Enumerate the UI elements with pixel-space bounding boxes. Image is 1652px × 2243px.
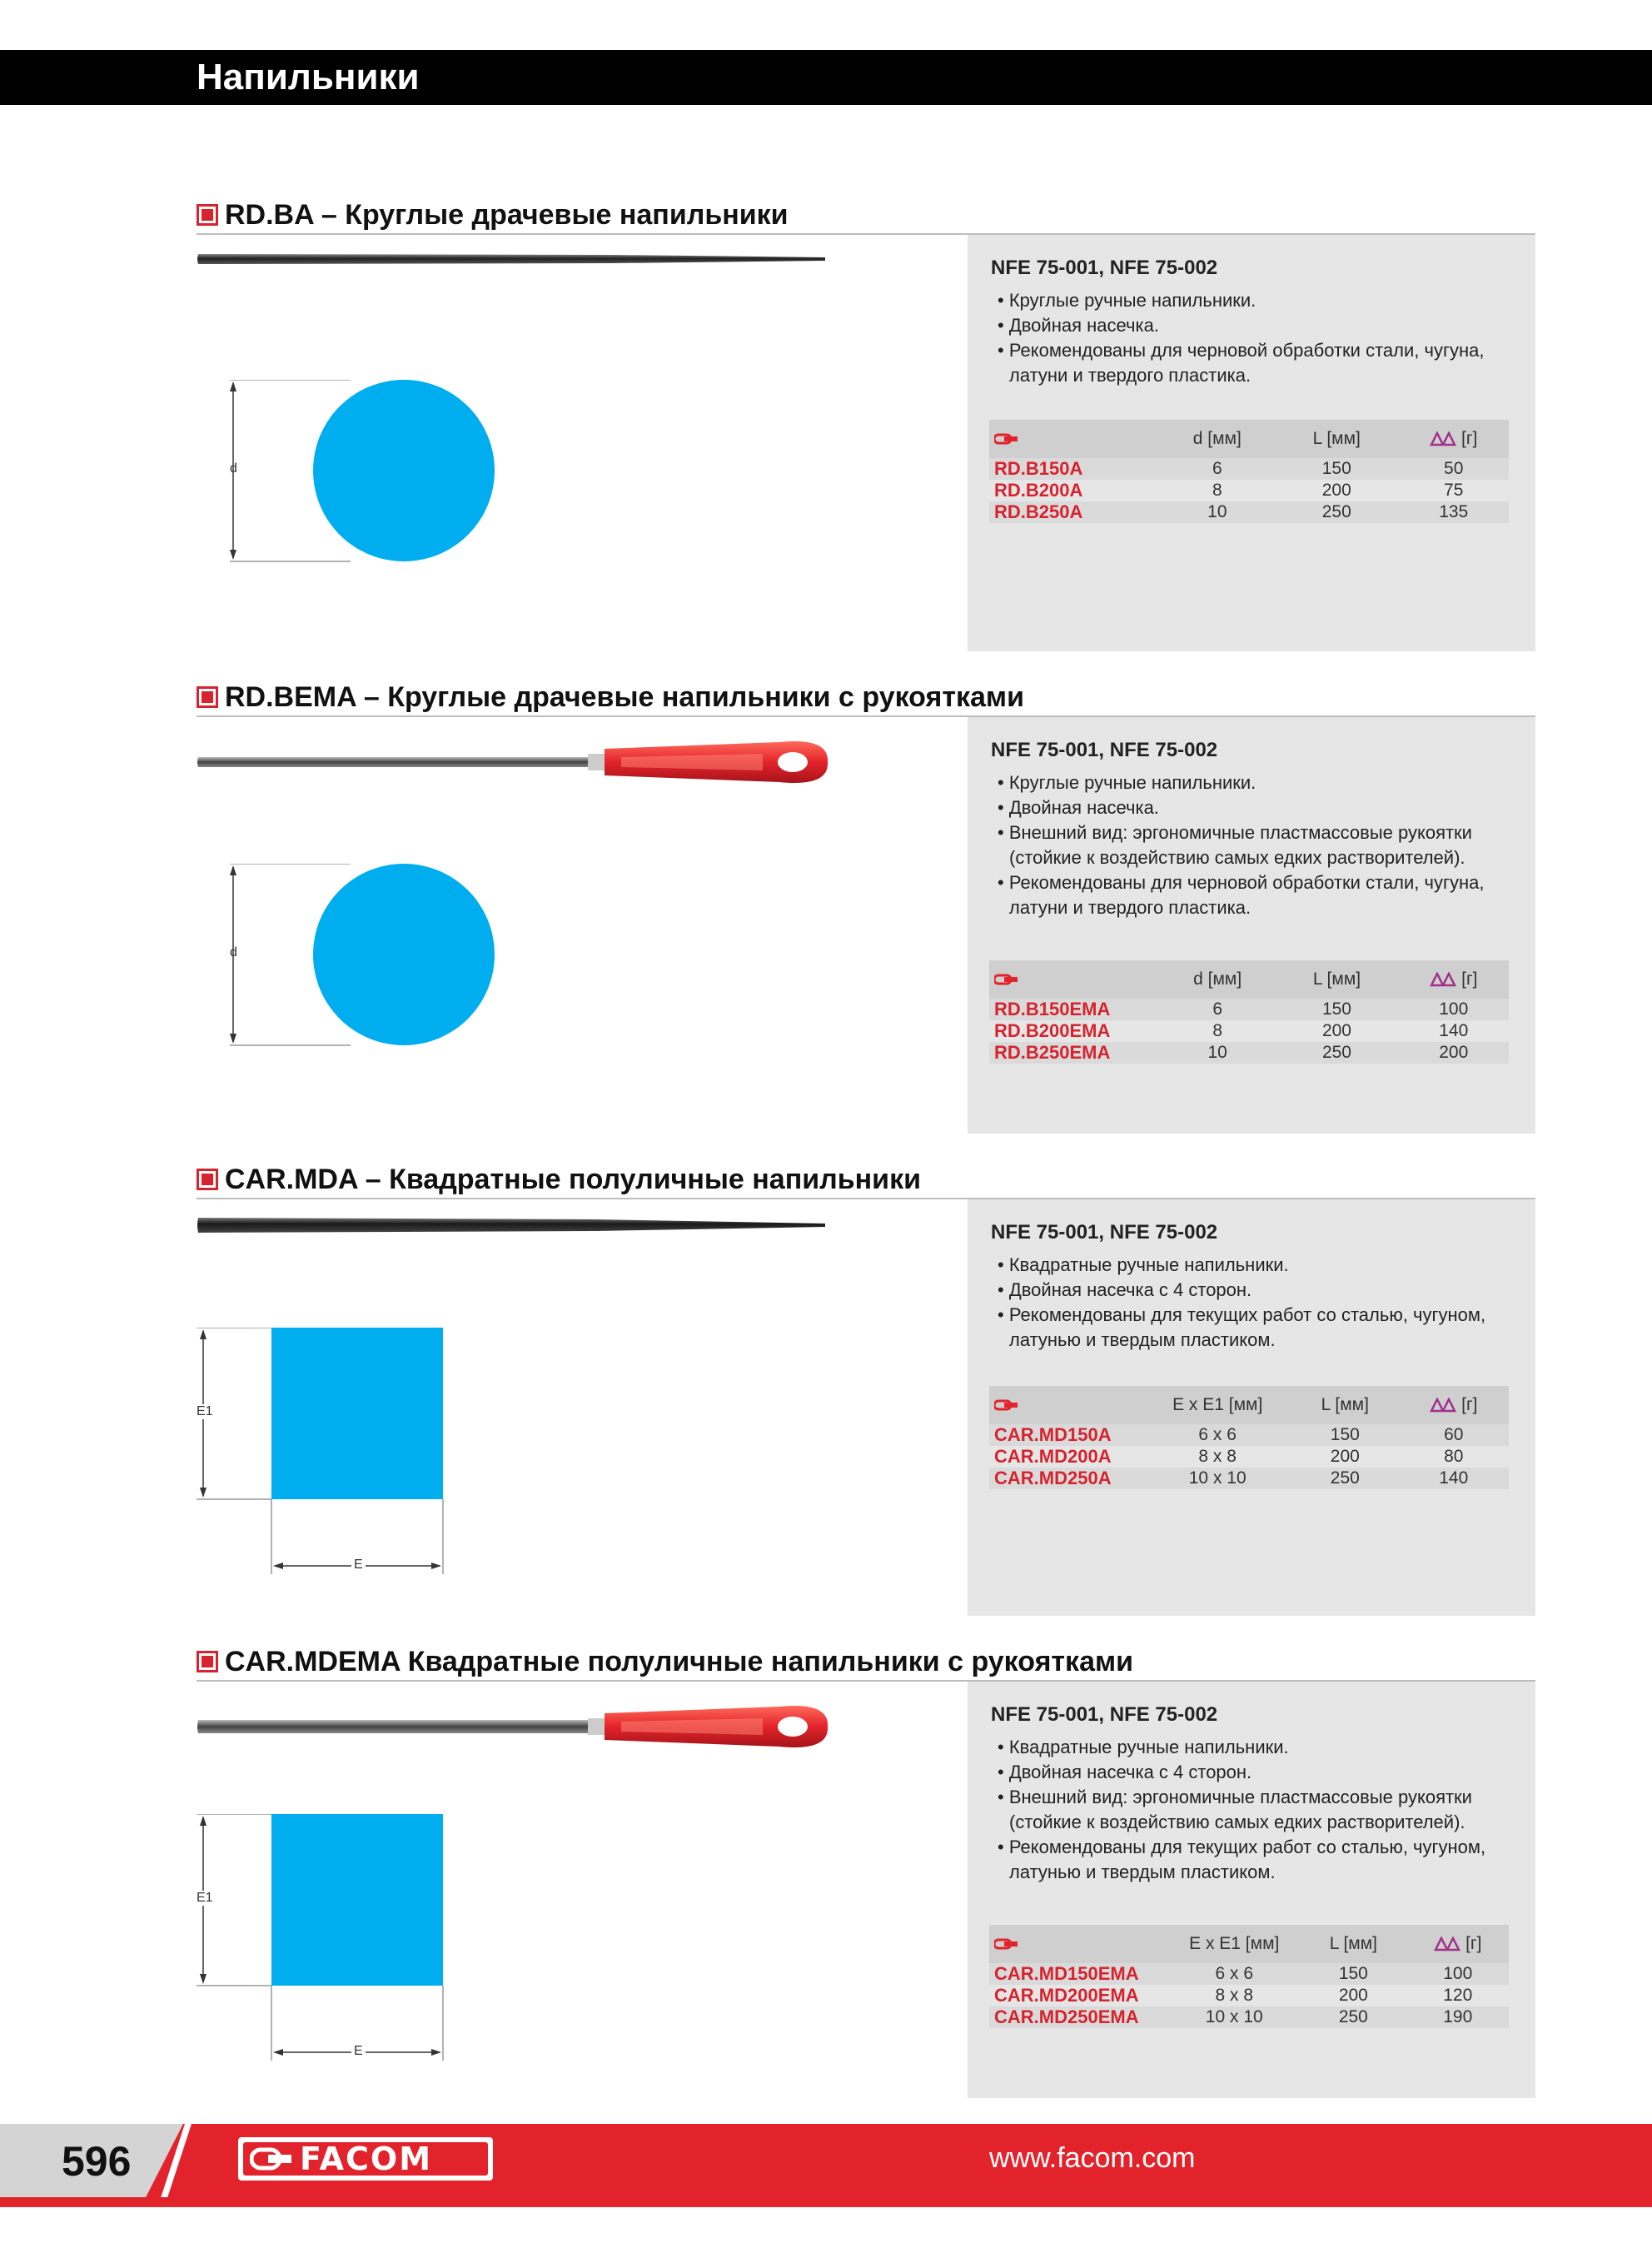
spec-panel [968,1199,1535,1616]
section-marker-icon [197,1169,218,1190]
ref-cell: CAR.MD250A [989,1468,1143,1489]
weight-cell: 60 [1399,1424,1509,1446]
page-header [0,50,1652,105]
dimension-label-e1: E1 [197,1404,213,1418]
ref-cell: CAR.MD250EMA [989,2006,1168,2028]
facom-logo [238,2137,493,2181]
col-weight: [г] [1398,420,1509,458]
feature-list [991,288,1524,388]
ref-arrow-icon [994,1938,1019,1950]
square-profile-diagram [197,1328,513,1578]
dim-cell: 10 x 10 [1143,1468,1291,1489]
table-header [989,960,1509,999]
dim-cell: 8 [1212,1021,1223,1040]
col-weight: [г] [1407,1925,1509,1963]
feature-item: • Квадратные ручные напильники. [991,1735,1524,1760]
ref-cell: RD.B200A [994,480,1083,501]
ref-cell: CAR.MD200A [994,1446,1112,1467]
table-row [989,458,1509,480]
weight-cell: 200 [1399,1042,1509,1064]
square-file-with-handle-image [197,1693,829,1760]
section-title-text: CAR.MDEMA Квадратные полуличные напильники с рукоятками [225,1645,1134,1677]
brand-name: FACOM [300,2141,433,2177]
col-dim: d [мм] [1160,420,1276,458]
ref-cell: CAR.MD150A [989,1424,1143,1446]
feature-item: • Внешний вид: эргономичные пластмассовые рукоятки (стойкие к воздействию самых едких растворителей). [991,1785,1524,1835]
feature-item: • Круглые ручные напильники. [991,770,1524,795]
weight-cell: 135 [1398,501,1509,523]
ref-cell: RD.B200EMA [994,1020,1111,1041]
dim-cell: 6 [1160,999,1275,1020]
feature-list [991,1253,1524,1353]
table-row [989,1985,1509,2006]
length-cell: 250 [1275,1042,1398,1064]
feature-list [991,1735,1524,1885]
section-title [197,1643,1133,1680]
feature-item: • Рекомендованы для черновой обработки стали, чугуна, латуни и твердого пластика. [991,338,1524,388]
feature-item: • Рекомендованы для текущих работ со сталью, чугуном, латунью и твердым пластиком. [991,1303,1524,1353]
feature-item: • Двойная насечка с 4 сторон. [991,1278,1524,1303]
ref-cell: RD.B250A [989,501,1160,523]
table-header [989,1925,1509,1963]
scale-icon [1434,1936,1460,1951]
table-row [989,1963,1509,1985]
table-row [989,1042,1509,1064]
dim-cell: 8 [1212,481,1222,500]
square-profile-diagram [197,1814,513,2064]
product-section-rdbema [0,679,1652,1145]
spec-table [989,960,1509,1064]
dimension-label-e: E [351,1558,366,1573]
weight-cell: 190 [1407,2006,1509,2028]
dimension-label-e: E [351,2044,366,2059]
table-row [989,1424,1509,1446]
length-cell: 150 [1275,458,1398,480]
round-profile-diagram [197,380,513,571]
standard-label: NFE 75-001, NFE 75-002 [991,257,1218,279]
feature-item: • Круглые ручные напильники. [991,288,1524,313]
dim-cell: 6 x 6 [1168,1963,1300,1985]
product-section-carmdema [0,1643,1652,2110]
spec-table [989,1386,1509,1489]
feature-item: • Внешний вид: эргономичные пластмассовые рукоятки (стойкие к воздействию самых едких растворителей). [991,820,1524,870]
col-weight: [г] [1399,1386,1509,1424]
dim-cell: 10 [1160,501,1276,523]
dim-cell: 8 x 8 [1215,1986,1253,2005]
spec-panel [968,717,1535,1134]
col-weight: [г] [1399,960,1509,999]
feature-list [991,770,1524,920]
section-title [197,679,1024,715]
ref-arrow-icon [994,974,1019,985]
length-cell: 250 [1275,501,1398,523]
length-cell: 150 [1275,999,1398,1020]
dim-cell: 10 [1160,1042,1275,1064]
length-cell: 150 [1291,1424,1399,1446]
spec-panel [968,1682,1535,2098]
section-title [197,1161,921,1198]
weight-cell: 80 [1444,1447,1464,1466]
table-row [989,2006,1509,2028]
length-cell: 200 [1321,1021,1351,1040]
feature-item: • Двойная насечка. [991,313,1524,338]
dim-cell: 6 x 6 [1143,1424,1291,1446]
length-cell: 200 [1330,1447,1360,1466]
weight-cell: 140 [1439,1021,1469,1040]
dimension-drawing [197,1814,513,2064]
feature-item: • Рекомендованы для черновой обработки стали, чугуна, латуни и твердого пластика. [991,870,1524,920]
footer-strip [0,2197,1652,2207]
dimension-label: d [230,461,237,476]
round-file-with-handle-image [197,729,829,795]
scale-icon [1430,431,1456,446]
weight-cell: 120 [1443,1986,1473,2005]
section-marker-icon [197,1651,218,1672]
feature-item: • Рекомендованы для текущих работ со сталью, чугуном, латунью и твердым пластиком. [991,1835,1524,1885]
section-marker-icon [197,686,218,708]
dimension-drawing [197,1328,513,1578]
scale-icon [1430,1398,1456,1413]
scale-icon [1430,972,1456,987]
ref-cell: RD.B150EMA [989,999,1160,1020]
square-file-image [197,1213,829,1238]
col-length: L [мм] [1300,1925,1406,1963]
col-dim: E x E1 [мм] [1143,1386,1291,1424]
weight-cell: 100 [1407,1963,1509,1985]
col-dim: E x E1 [мм] [1168,1925,1300,1963]
table-row [989,1468,1509,1489]
weight-cell: 100 [1399,999,1509,1020]
table-row [989,1020,1509,1042]
ref-cell: RD.B250EMA [989,1042,1160,1064]
section-marker-icon [197,204,218,226]
ref-cell: RD.B150A [989,458,1160,480]
section-title-text: RD.BEMA – Круглые драчевые напильники с рукоятками [225,680,1024,713]
page-title: Напильники [197,57,420,97]
ref-arrow-icon [994,1399,1019,1411]
section-title-text: CAR.MDA – Квадратные полуличные напильники [225,1163,922,1195]
dim-cell: 10 x 10 [1168,2006,1300,2028]
ref-cell: CAR.MD150EMA [989,1963,1168,1985]
col-length: L [мм] [1275,420,1398,458]
ref-arrow-icon [250,2146,293,2171]
weight-cell: 75 [1444,481,1464,500]
dimension-drawing [197,864,513,1055]
feature-item: • Двойная насечка с 4 сторон. [991,1760,1524,1785]
col-length: L [мм] [1291,1386,1399,1424]
length-cell: 250 [1300,2006,1406,2028]
weight-cell: 50 [1398,458,1509,480]
col-dim: d [мм] [1160,960,1275,999]
length-cell: 200 [1338,1986,1368,2005]
table-header [989,1386,1509,1424]
standard-label: NFE 75-001, NFE 75-002 [991,739,1218,761]
length-cell: 150 [1300,1963,1406,1985]
table-row [989,480,1509,501]
ref-cell: CAR.MD200EMA [994,1985,1139,2006]
dim-cell: 8 x 8 [1198,1447,1237,1466]
spec-table [989,420,1509,523]
dimension-label-e1: E1 [197,1891,213,1905]
page-number: 596 [62,2138,132,2185]
standard-label: NFE 75-001, NFE 75-002 [991,1703,1218,1726]
col-length: L [мм] [1275,960,1398,999]
dim-cell: 6 [1160,458,1276,480]
length-cell: 200 [1321,481,1351,500]
table-header [989,420,1509,458]
spec-panel [968,235,1535,651]
website-link[interactable]: www.facom.com [989,2142,1196,2174]
round-file-image [197,247,829,272]
round-profile-diagram [197,864,513,1055]
dimension-label: d [230,945,237,960]
product-section-carmda [0,1161,1652,1627]
feature-item: • Квадратные ручные напильники. [991,1253,1524,1278]
section-title-text: RD.BA – Круглые драчевые напильники [225,198,789,231]
feature-item: • Двойная насечка. [991,795,1524,820]
table-row [989,999,1509,1020]
length-cell: 250 [1291,1468,1399,1489]
table-row [989,1446,1509,1468]
table-row [989,501,1509,523]
weight-cell: 140 [1399,1468,1509,1489]
product-section-rdba [0,197,1652,663]
spec-table [989,1925,1509,2028]
ref-arrow-icon [994,433,1019,445]
standard-label: NFE 75-001, NFE 75-002 [991,1221,1218,1244]
section-title [197,197,789,233]
dimension-drawing [197,380,513,571]
